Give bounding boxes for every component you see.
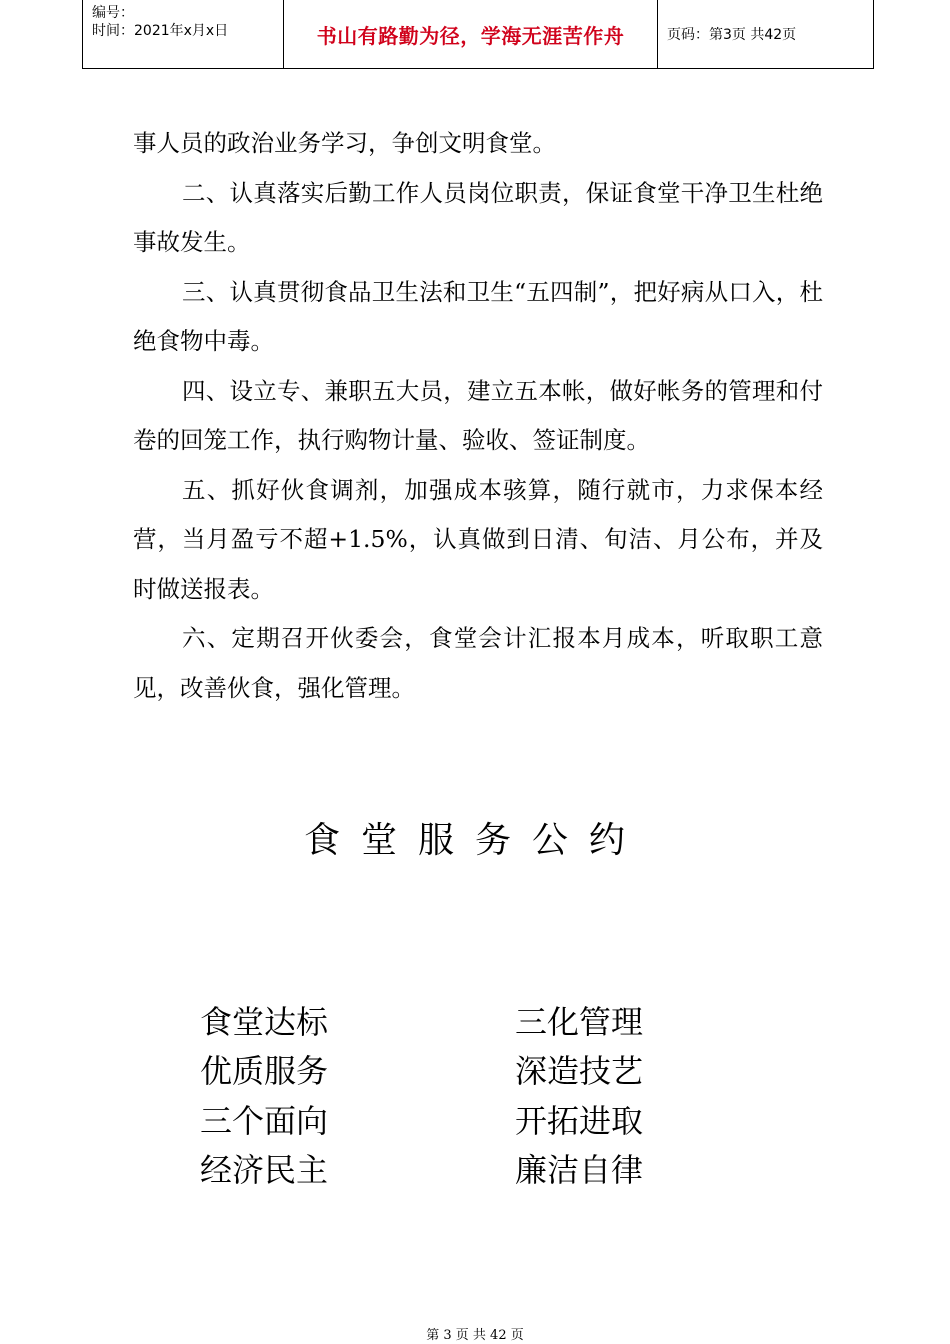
document-body: [133, 119, 823, 713]
paragraph: 二、认真落实后勤工作人员岗位职责，保证食堂干净卫生杜绝事故发生。: [133, 178, 823, 256]
slogan-left: 优质服务: [200, 1052, 329, 1091]
slogan-row: [200, 1094, 720, 1144]
slogan-right: 深造技艺: [515, 1052, 644, 1091]
paragraph: 事人员的政治业务学习，争创文明食堂。: [133, 129, 556, 157]
page-header: [82, 0, 874, 69]
slogan-left: 食堂达标: [200, 1002, 329, 1041]
document-number-label: 编号：: [92, 5, 134, 21]
slogan-right: 开拓进取: [515, 1101, 644, 1140]
header-meta: [83, 0, 284, 68]
paragraph: 四、设立专、兼职五大员，建立五本帐，做好帐务的管理和付卷的回笼工作，执行购物计量、验收、签证制度。: [133, 376, 823, 454]
header-motto: 书山有路勤为径，学海无涯苦作舟: [284, 0, 658, 68]
slogan-row: [200, 1144, 720, 1194]
header-page-info: 页码：第3页 共42页: [667, 27, 797, 43]
paragraph: 三、认真贯彻食品卫生法和卫生“五四制”，把好病从口入，杜绝食物中毒。: [133, 277, 823, 355]
paragraph: 六、定期召开伙委会，食堂会计汇报本月成本，听取职工意见，改善伙食，强化管理。: [133, 624, 823, 702]
document-date-label: 时间：2021年x月x日: [92, 23, 229, 39]
slogan-right: 三化管理: [515, 1002, 644, 1041]
page-footer: 第 3 页 共 42 页: [426, 1328, 524, 1343]
slogan-right: 廉洁自律: [515, 1151, 644, 1190]
slogan-row: [200, 995, 720, 1045]
section-title: 食堂服务公约: [303, 820, 646, 861]
slogan-row: [200, 1045, 720, 1095]
paragraph: 五、抓好伙食调剂，加强成本骇算，随行就市，力求保本经营，当月盈亏不超+1.5%，认真做到日清、旬洁、月公布，并及时做送报表。: [133, 475, 823, 603]
slogan-left: 经济民主: [200, 1151, 329, 1190]
slogan-left: 三个面向: [200, 1101, 329, 1140]
slogan-list: [200, 995, 720, 1193]
